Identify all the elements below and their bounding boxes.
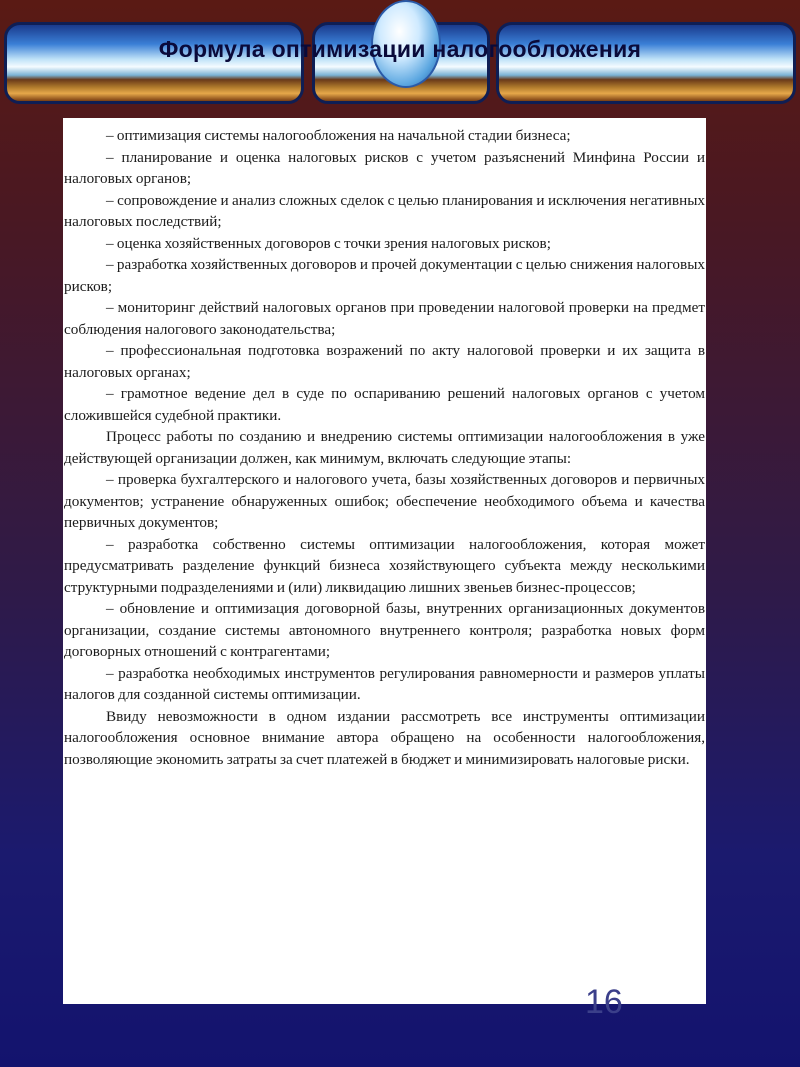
bullet-paragraph: – профессиональная подготовка возражений по акту налоговой проверки и их защита в налоговых органах; [64,342,705,381]
bullet-paragraph: – оценка хозяйственных договоров с точки зрения налоговых рисков; [106,234,551,252]
bullet-paragraph: – сопровождение и анализ сложных сделок с целью планирования и исключения негативных налоговых последствий; [64,191,705,230]
content-text-box [63,118,706,1004]
body-paragraph: Процесс работы по созданию и внедрению системы оптимизации налогообложения в уже действующей организации должен, как минимум, включать следующие этапы: [64,428,705,467]
bullet-paragraph: – планирование и оценка налоговых рисков с учетом разъяснений Минфина России и налоговых органов; [64,148,705,187]
bullet-paragraph: – разработка необходимых инструментов регулирования равномерности и размеров уплаты налогов для созданной системы оптимизации. [64,664,705,703]
bullet-paragraph: – разработка хозяйственных договоров и прочей документации с целью снижения налоговых рисков; [64,256,705,295]
banner-left-segment [4,22,304,104]
bullet-paragraph: – проверка бухгалтерского и налогового учета, базы хозяйственных договоров и первичных документов; устранение обнаруженных ошибок; обеспечение необходимого объема и качества первичных документов; [64,471,705,531]
body-paragraph: Ввиду невозможности в одном издании рассмотреть все инструменты оптимизации налогообложения основное внимание автора обращено на особенности налогообложения, позволяющие экономить затраты за счет платежей в бюджет и минимизировать налоговые риски. [64,707,705,768]
slide-title: Формула оптимизации налогообложения [158,36,642,62]
slide-page-number: 16 [585,983,623,1021]
bullet-paragraph: – оптимизация системы налогообложения на начальной стадии бизнеса; [106,127,571,144]
bullet-paragraph: – обновление и оптимизация договорной базы, внутренних организационных документов организации, создание системы автономного внутреннего контроля; разработка новых форм договорных отношений с контрагентами; [64,600,705,660]
bullet-paragraph: – разработка собственно системы оптимизации налогообложения, которая может предусматривать разделение функций бизнеса хозяйствующего субъекта между несколькими структурными подразделениями и (или) ликвидацию лишних звеньев бизнес-процессов; [64,535,705,596]
banner-right-segment [496,22,796,104]
bullet-paragraph: – грамотное ведение дел в суде по оспариванию решений налоговых органов с учетом сложившейся судебной практики. [64,385,705,424]
bullet-paragraph: – мониторинг действий налоговых органов при проведении налоговой проверки на предмет соблюдения налогового законодательства; [64,299,705,338]
